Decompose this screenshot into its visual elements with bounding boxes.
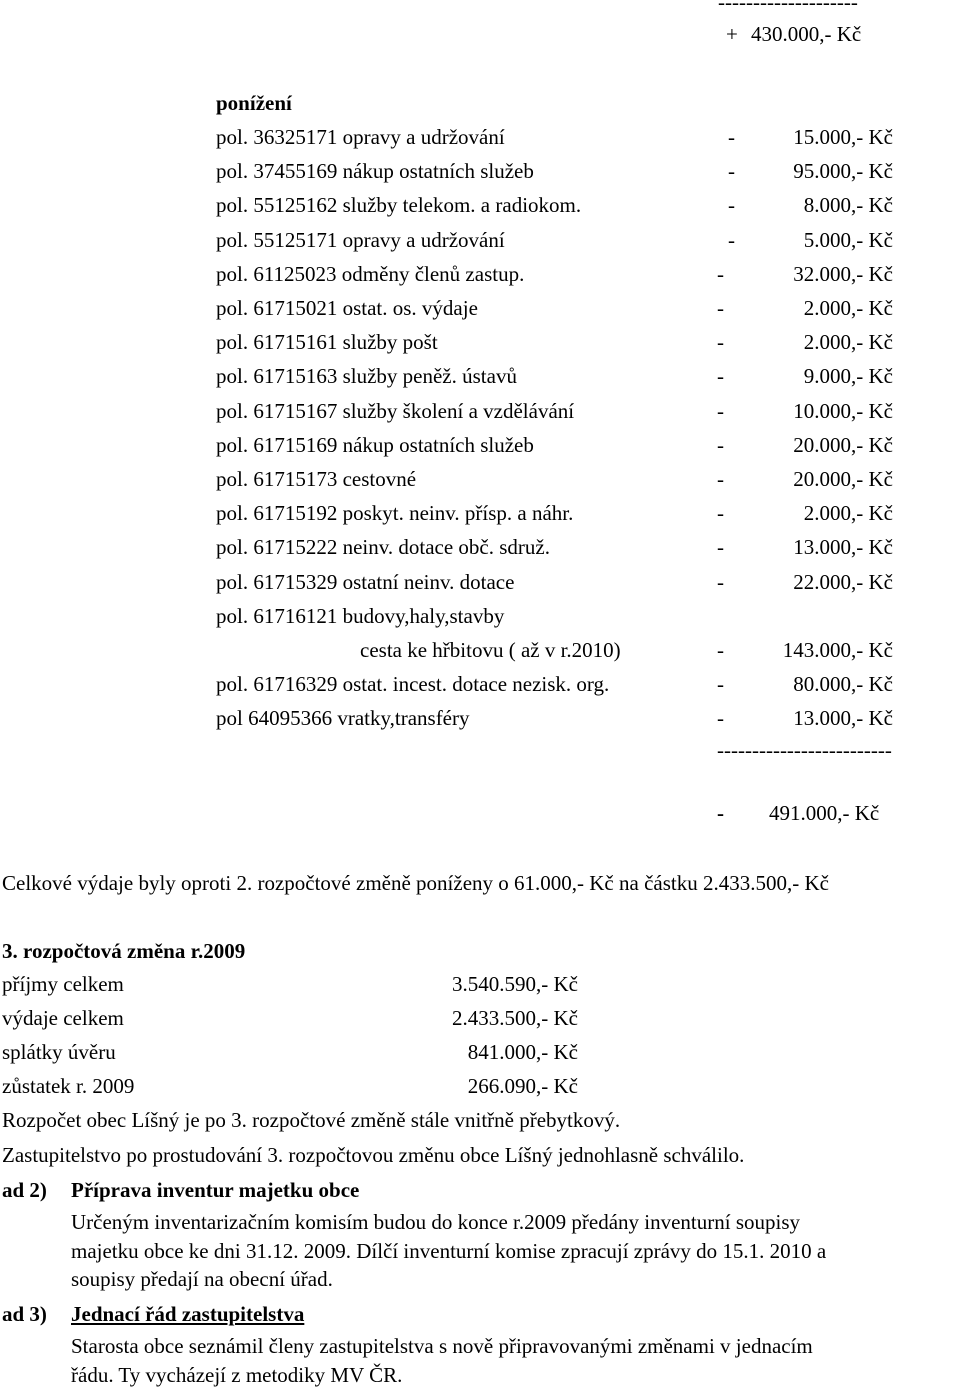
ad2-number: ad 2) [2, 1178, 47, 1202]
reduction-item-sign: - [728, 193, 735, 218]
reduction-item-label: pol. 61715222 neinv. dotace obč. sdruž. [216, 535, 550, 560]
change3-row-label: výdaje celkem [2, 1006, 124, 1030]
reduction-item-label: pol. 61715329 ostatní neinv. dotace [216, 569, 515, 594]
change3-row-value: 841.000,- Kč [467, 1040, 578, 1064]
reduction-item-label: pol 64095366 vratky,transféry [216, 706, 470, 731]
reduction-item-sign: - [717, 535, 724, 560]
reduction-item-label: pol. 61125023 odměny členů zastup. [216, 261, 525, 286]
ad3-title: Jednací řád zastupitelstva [71, 1302, 305, 1326]
reduction-item-label: pol. 36325171 opravy a udržování [216, 125, 505, 149]
reduction-total-sign: - [717, 801, 724, 825]
reduction-item-amount: 10.000,- Kč [793, 398, 893, 423]
reduction-item-sign: - [717, 432, 724, 457]
reduction-item-label: pol. 61716121 budovy,haly,stavby [216, 603, 505, 628]
reduction-item-sign: - [717, 672, 724, 697]
change3-row-label: zůstatek r. 2009 [2, 1074, 135, 1098]
reduction-item-amount: 22.000,- Kč [793, 569, 893, 594]
change3-note1: Rozpočet obec Líšný je po 3. rozpočtové změně stále vnitřně přebytkový. [2, 1108, 621, 1132]
reduction-item-sign: - [717, 398, 724, 423]
reduction-item-label: pol. 61715169 nákup ostatních služeb [216, 432, 534, 457]
change3-row-label: příjmy celkem [2, 972, 124, 996]
change3-row-value: 3.540.590,- Kč [452, 972, 578, 996]
reduction-item-sign: - [717, 569, 724, 594]
reduction-item-amount: 95.000,- Kč [793, 159, 893, 184]
top-sign: + [726, 22, 738, 46]
reduction-item-amount: 8.000,- Kč [803, 193, 893, 218]
reduction-item-amount: 2.000,- Kč [803, 330, 893, 355]
reduction-item-amount: 2.000,- Kč [803, 296, 893, 320]
reduction-item-sign: - [717, 296, 724, 320]
reduction-total-amount: 491.000,- Kč [769, 801, 880, 825]
reduction-item-label: pol. 61715173 cestovné [216, 467, 417, 491]
reduction-item-sign: - [728, 227, 735, 252]
reduction-item-label: pol. 61715192 poskyt. neinv. přísp. a náhr. [216, 501, 574, 526]
ad2-line-1: Určeným inventarizačním komisím budou do konce r.2009 předány inventurní soupisy [71, 1210, 801, 1234]
ad3-line-1: Starosta obce seznámil členy zastupitelstva s nově připravovanými změnami v jednacím [71, 1334, 813, 1358]
change3-heading: 3. rozpočtová změna r.2009 [2, 939, 246, 963]
reduction-item-sign: - [717, 638, 724, 662]
reduction-heading: ponížení [216, 91, 292, 115]
change3-note2: Zastupitelstvo po prostudování 3. rozpočtovou změnu obce Líšný jednohlasně schválilo. [2, 1143, 745, 1167]
reduction-item-sign: - [717, 364, 724, 389]
change3-row-label: splátky úvěru [2, 1040, 116, 1064]
reduction-item-label: pol. 61715021 ostat. os. výdaje [216, 296, 478, 320]
reduction-dashes: ------------------------- [717, 738, 892, 762]
reduction-item-label: pol. 61715167 služby školení a vzdělávání [216, 398, 575, 423]
reduction-item-amount: 9.000,- Kč [803, 364, 893, 389]
summary-sentence: Celkové výdaje byly oproti 2. rozpočtové změně poníženy o 61.000,- Kč na částku 2.433.500,- Kč [2, 871, 829, 895]
reduction-item-label: pol. 37455169 nákup ostatních služeb [216, 159, 534, 184]
reduction-item-amount: 13.000,- Kč [793, 535, 893, 560]
reduction-item-label: pol. 55125171 opravy a udržování [216, 227, 505, 252]
top-dashes: -------------------- [718, 0, 858, 14]
reduction-item-label: pol. 61716329 ostat. incest. dotace nezisk. org. [216, 672, 610, 697]
reduction-item-amount: 143.000,- Kč [782, 638, 893, 662]
reduction-item-amount: 5.000,- Kč [803, 227, 893, 252]
ad2-line-3: soupisy předají na obecní úřad. [71, 1267, 333, 1291]
reduction-item-amount: 20.000,- Kč [793, 432, 893, 457]
reduction-item-label: cesta ke hřbitovu ( až v r.2010) [360, 638, 621, 662]
ad2-title: Příprava inventur majetku obce [71, 1178, 360, 1202]
reduction-item-sign: - [717, 706, 724, 731]
top-amount: 430.000,- Kč [751, 22, 862, 46]
reduction-item-amount: 13.000,- Kč [793, 706, 893, 731]
reduction-item-sign: - [717, 330, 724, 355]
reduction-item-sign: - [717, 501, 724, 526]
reduction-item-sign: - [717, 467, 724, 491]
reduction-item-amount: 32.000,- Kč [793, 261, 893, 286]
reduction-item-label: pol. 61715163 služby peněž. ústavů [216, 364, 517, 389]
reduction-item-sign: - [717, 261, 724, 286]
reduction-item-label: pol. 55125162 služby telekom. a radiokom. [216, 193, 582, 218]
reduction-item-amount: 20.000,- Kč [793, 467, 893, 491]
reduction-item-sign: - [728, 159, 735, 184]
ad3-number: ad 3) [2, 1302, 47, 1326]
ad3-line-2: řádu. Ty vycházejí z metodiky MV ČR. [71, 1363, 403, 1387]
reduction-item-sign: - [728, 125, 735, 149]
change3-row-value: 266.090,- Kč [467, 1074, 578, 1098]
reduction-item-amount: 80.000,- Kč [793, 672, 893, 697]
change3-row-value: 2.433.500,- Kč [452, 1006, 578, 1030]
ad2-line-2: majetku obce ke dni 31.12. 2009. Dílčí inventurní komise zpracují zprávy do 15.1. 2010 a [71, 1239, 827, 1263]
reduction-item-amount: 2.000,- Kč [803, 501, 893, 526]
reduction-item-label: pol. 61715161 služby pošt [216, 330, 438, 355]
reduction-item-amount: 15.000,- Kč [793, 125, 893, 149]
